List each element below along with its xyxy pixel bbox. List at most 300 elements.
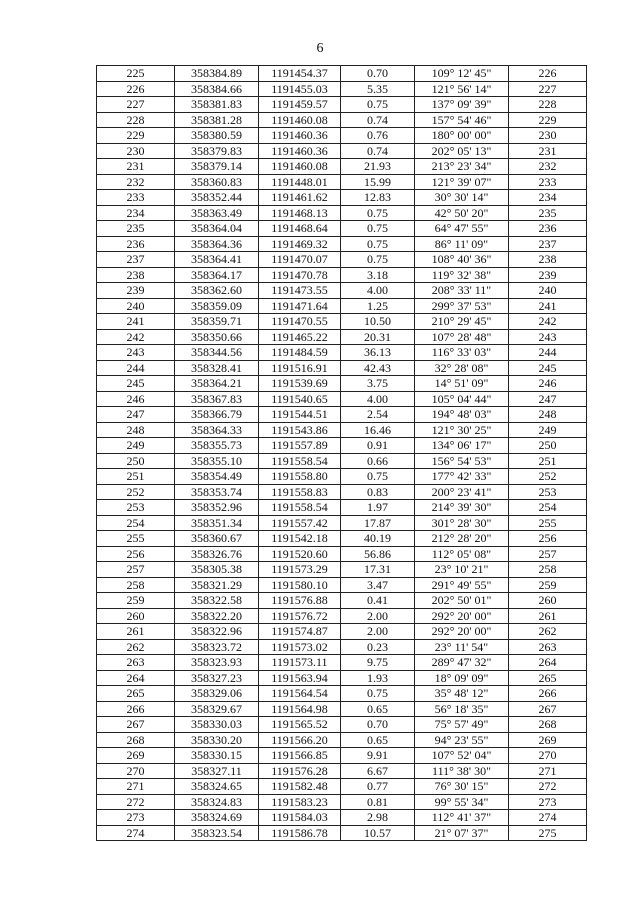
cell-bearing: 134° 06' 17": [415, 438, 509, 454]
cell-bearing: 21° 07' 37": [415, 825, 509, 841]
cell-point-number: 229: [97, 128, 175, 144]
cell-y-coordinate: 1191516.91: [259, 360, 341, 376]
cell-x-coordinate: 358329.06: [175, 686, 259, 702]
cell-x-coordinate: 358359.71: [175, 314, 259, 330]
cell-point-number: 225: [97, 66, 175, 82]
table-row: [97, 81, 587, 97]
cell-x-coordinate: 358379.83: [175, 143, 259, 159]
cell-point-number: 237: [97, 252, 175, 268]
cell-next-point-number: 248: [509, 407, 587, 423]
coordinates-table-body: [97, 66, 587, 841]
cell-next-point-number: 261: [509, 608, 587, 624]
cell-next-point-number: 229: [509, 112, 587, 128]
table-row: [97, 825, 587, 841]
cell-point-number: 247: [97, 407, 175, 423]
cell-next-point-number: 272: [509, 779, 587, 795]
cell-bearing: 291° 49' 55": [415, 577, 509, 593]
cell-bearing: 18° 09' 09": [415, 670, 509, 686]
cell-distance: 3.47: [341, 577, 415, 593]
cell-distance: 5.35: [341, 81, 415, 97]
cell-point-number: 250: [97, 453, 175, 469]
cell-y-coordinate: 1191454.37: [259, 66, 341, 82]
cell-x-coordinate: 358353.74: [175, 484, 259, 500]
table-row: [97, 531, 587, 547]
cell-y-coordinate: 1191484.59: [259, 345, 341, 361]
cell-distance: 12.83: [341, 190, 415, 206]
cell-x-coordinate: 358329.67: [175, 701, 259, 717]
cell-x-coordinate: 358323.54: [175, 825, 259, 841]
cell-bearing: 292° 20' 00": [415, 608, 509, 624]
cell-distance: 0.74: [341, 112, 415, 128]
cell-bearing: 112° 05' 08": [415, 546, 509, 562]
cell-bearing: 292° 20' 00": [415, 624, 509, 640]
cell-point-number: 274: [97, 825, 175, 841]
cell-point-number: 233: [97, 190, 175, 206]
cell-x-coordinate: 358359.09: [175, 298, 259, 314]
cell-y-coordinate: 1191558.80: [259, 469, 341, 485]
cell-next-point-number: 259: [509, 577, 587, 593]
cell-next-point-number: 252: [509, 469, 587, 485]
cell-point-number: 243: [97, 345, 175, 361]
cell-point-number: 252: [97, 484, 175, 500]
cell-next-point-number: 239: [509, 267, 587, 283]
cell-distance: 0.75: [341, 97, 415, 113]
cell-bearing: 210° 29' 45": [415, 314, 509, 330]
cell-y-coordinate: 1191586.78: [259, 825, 341, 841]
cell-y-coordinate: 1191544.51: [259, 407, 341, 423]
cell-point-number: 270: [97, 763, 175, 779]
cell-x-coordinate: 358350.66: [175, 329, 259, 345]
cell-distance: 17.87: [341, 515, 415, 531]
cell-y-coordinate: 1191539.69: [259, 376, 341, 392]
cell-x-coordinate: 358322.96: [175, 624, 259, 640]
table-row: [97, 190, 587, 206]
cell-x-coordinate: 358364.33: [175, 422, 259, 438]
table-row: [97, 205, 587, 221]
cell-y-coordinate: 1191459.57: [259, 97, 341, 113]
cell-point-number: 272: [97, 794, 175, 810]
cell-point-number: 268: [97, 732, 175, 748]
table-row: [97, 748, 587, 764]
cell-next-point-number: 256: [509, 531, 587, 547]
cell-x-coordinate: 358367.83: [175, 391, 259, 407]
cell-point-number: 236: [97, 236, 175, 252]
cell-point-number: 273: [97, 810, 175, 826]
table-row: [97, 562, 587, 578]
cell-y-coordinate: 1191583.23: [259, 794, 341, 810]
cell-point-number: 241: [97, 314, 175, 330]
cell-next-point-number: 266: [509, 686, 587, 702]
cell-next-point-number: 226: [509, 66, 587, 82]
cell-next-point-number: 257: [509, 546, 587, 562]
cell-y-coordinate: 1191470.55: [259, 314, 341, 330]
cell-next-point-number: 263: [509, 639, 587, 655]
cell-bearing: 23° 10' 21": [415, 562, 509, 578]
cell-point-number: 263: [97, 655, 175, 671]
cell-bearing: 35° 48' 12": [415, 686, 509, 702]
cell-bearing: 119° 32' 38": [415, 267, 509, 283]
cell-bearing: 23° 11' 54": [415, 639, 509, 655]
cell-bearing: 121° 30' 25": [415, 422, 509, 438]
cell-distance: 2.98: [341, 810, 415, 826]
cell-next-point-number: 241: [509, 298, 587, 314]
cell-distance: 1.97: [341, 500, 415, 516]
cell-next-point-number: 233: [509, 174, 587, 190]
cell-next-point-number: 260: [509, 593, 587, 609]
cell-next-point-number: 262: [509, 624, 587, 640]
cell-x-coordinate: 358352.44: [175, 190, 259, 206]
cell-distance: 3.75: [341, 376, 415, 392]
cell-next-point-number: 249: [509, 422, 587, 438]
cell-bearing: 108° 40' 36": [415, 252, 509, 268]
table-row: [97, 686, 587, 702]
cell-bearing: 299° 37' 53": [415, 298, 509, 314]
cell-distance: 3.18: [341, 267, 415, 283]
cell-bearing: 86° 11' 09": [415, 236, 509, 252]
cell-point-number: 267: [97, 717, 175, 733]
cell-next-point-number: 270: [509, 748, 587, 764]
cell-bearing: 105° 04' 44": [415, 391, 509, 407]
cell-y-coordinate: 1191576.28: [259, 763, 341, 779]
cell-point-number: 244: [97, 360, 175, 376]
cell-next-point-number: 227: [509, 81, 587, 97]
cell-point-number: 271: [97, 779, 175, 795]
table-row: [97, 515, 587, 531]
cell-distance: 15.99: [341, 174, 415, 190]
cell-bearing: 289° 47' 32": [415, 655, 509, 671]
cell-bearing: 213° 23' 34": [415, 159, 509, 175]
cell-point-number: 231: [97, 159, 175, 175]
table-row: [97, 500, 587, 516]
cell-x-coordinate: 358384.89: [175, 66, 259, 82]
table-row: [97, 174, 587, 190]
cell-x-coordinate: 358326.76: [175, 546, 259, 562]
cell-y-coordinate: 1191460.08: [259, 159, 341, 175]
cell-distance: 0.75: [341, 252, 415, 268]
cell-x-coordinate: 358380.59: [175, 128, 259, 144]
table-row: [97, 639, 587, 655]
cell-point-number: 240: [97, 298, 175, 314]
cell-x-coordinate: 358362.60: [175, 283, 259, 299]
cell-distance: 0.75: [341, 221, 415, 237]
cell-bearing: 107° 52' 04": [415, 748, 509, 764]
cell-point-number: 230: [97, 143, 175, 159]
cell-bearing: 116° 33' 03": [415, 345, 509, 361]
cell-bearing: 208° 33' 11": [415, 283, 509, 299]
table-row: [97, 763, 587, 779]
coordinates-table: [96, 65, 587, 841]
cell-bearing: 194° 48' 03": [415, 407, 509, 423]
table-row: [97, 422, 587, 438]
cell-next-point-number: 237: [509, 236, 587, 252]
cell-point-number: 235: [97, 221, 175, 237]
cell-distance: 2.00: [341, 608, 415, 624]
cell-distance: 2.54: [341, 407, 415, 423]
cell-point-number: 251: [97, 469, 175, 485]
table-row: [97, 143, 587, 159]
cell-x-coordinate: 358364.41: [175, 252, 259, 268]
cell-y-coordinate: 1191565.52: [259, 717, 341, 733]
cell-y-coordinate: 1191584.03: [259, 810, 341, 826]
table-row: [97, 360, 587, 376]
table-row: [97, 810, 587, 826]
cell-next-point-number: 275: [509, 825, 587, 841]
table-row: [97, 701, 587, 717]
cell-x-coordinate: 358354.49: [175, 469, 259, 485]
cell-y-coordinate: 1191469.32: [259, 236, 341, 252]
cell-y-coordinate: 1191566.85: [259, 748, 341, 764]
cell-next-point-number: 232: [509, 159, 587, 175]
cell-x-coordinate: 358324.69: [175, 810, 259, 826]
cell-bearing: 137° 09' 39": [415, 97, 509, 113]
table-row: [97, 345, 587, 361]
cell-point-number: 261: [97, 624, 175, 640]
cell-next-point-number: 269: [509, 732, 587, 748]
cell-y-coordinate: 1191542.18: [259, 531, 341, 547]
table-row: [97, 159, 587, 175]
cell-x-coordinate: 358364.17: [175, 267, 259, 283]
table-row: [97, 376, 587, 392]
table-row: [97, 97, 587, 113]
cell-bearing: 56° 18' 35": [415, 701, 509, 717]
table-row: [97, 624, 587, 640]
cell-y-coordinate: 1191573.02: [259, 639, 341, 655]
cell-point-number: 239: [97, 283, 175, 299]
cell-y-coordinate: 1191573.11: [259, 655, 341, 671]
cell-x-coordinate: 358328.41: [175, 360, 259, 376]
cell-point-number: 259: [97, 593, 175, 609]
cell-bearing: 109° 12' 45": [415, 66, 509, 82]
cell-y-coordinate: 1191465.22: [259, 329, 341, 345]
cell-distance: 0.41: [341, 593, 415, 609]
cell-point-number: 234: [97, 205, 175, 221]
table-row: [97, 407, 587, 423]
cell-y-coordinate: 1191448.01: [259, 174, 341, 190]
cell-bearing: 111° 38' 30": [415, 763, 509, 779]
cell-x-coordinate: 358364.04: [175, 221, 259, 237]
cell-next-point-number: 244: [509, 345, 587, 361]
table-row: [97, 267, 587, 283]
table-row: [97, 236, 587, 252]
cell-point-number: 232: [97, 174, 175, 190]
cell-distance: 0.65: [341, 701, 415, 717]
cell-x-coordinate: 358324.65: [175, 779, 259, 795]
cell-x-coordinate: 358363.49: [175, 205, 259, 221]
cell-x-coordinate: 358384.66: [175, 81, 259, 97]
table-row: [97, 391, 587, 407]
cell-point-number: 266: [97, 701, 175, 717]
cell-next-point-number: 245: [509, 360, 587, 376]
table-row: [97, 484, 587, 500]
cell-bearing: 99° 55' 34": [415, 794, 509, 810]
table-row: [97, 252, 587, 268]
cell-distance: 0.83: [341, 484, 415, 500]
cell-next-point-number: 264: [509, 655, 587, 671]
cell-point-number: 255: [97, 531, 175, 547]
cell-point-number: 246: [97, 391, 175, 407]
cell-point-number: 264: [97, 670, 175, 686]
cell-x-coordinate: 358330.03: [175, 717, 259, 733]
table-row: [97, 438, 587, 454]
cell-next-point-number: 231: [509, 143, 587, 159]
cell-x-coordinate: 358381.28: [175, 112, 259, 128]
cell-x-coordinate: 358364.21: [175, 376, 259, 392]
table-row: [97, 112, 587, 128]
cell-point-number: 227: [97, 97, 175, 113]
cell-next-point-number: 234: [509, 190, 587, 206]
cell-next-point-number: 228: [509, 97, 587, 113]
cell-point-number: 245: [97, 376, 175, 392]
cell-distance: 0.70: [341, 66, 415, 82]
cell-point-number: 256: [97, 546, 175, 562]
cell-bearing: 177° 42' 33": [415, 469, 509, 485]
cell-point-number: 257: [97, 562, 175, 578]
cell-distance: 0.81: [341, 794, 415, 810]
table-row: [97, 608, 587, 624]
cell-bearing: 42° 50' 20": [415, 205, 509, 221]
cell-x-coordinate: 358327.23: [175, 670, 259, 686]
cell-bearing: 64° 47' 55": [415, 221, 509, 237]
cell-next-point-number: 243: [509, 329, 587, 345]
cell-next-point-number: 236: [509, 221, 587, 237]
cell-distance: 36.13: [341, 345, 415, 361]
cell-distance: 0.77: [341, 779, 415, 795]
cell-y-coordinate: 1191557.42: [259, 515, 341, 531]
cell-distance: 0.76: [341, 128, 415, 144]
cell-next-point-number: 268: [509, 717, 587, 733]
cell-bearing: 214° 39' 30": [415, 500, 509, 516]
cell-distance: 0.75: [341, 469, 415, 485]
table-row: [97, 314, 587, 330]
cell-distance: 2.00: [341, 624, 415, 640]
cell-next-point-number: 274: [509, 810, 587, 826]
table-row: [97, 717, 587, 733]
cell-x-coordinate: 358344.56: [175, 345, 259, 361]
cell-distance: 1.25: [341, 298, 415, 314]
page-number: 6: [316, 41, 324, 56]
cell-y-coordinate: 1191468.64: [259, 221, 341, 237]
cell-next-point-number: 251: [509, 453, 587, 469]
cell-x-coordinate: 358379.14: [175, 159, 259, 175]
table-row: [97, 593, 587, 609]
cell-bearing: 156° 54' 53": [415, 453, 509, 469]
cell-point-number: 249: [97, 438, 175, 454]
table-row: [97, 283, 587, 299]
cell-distance: 10.50: [341, 314, 415, 330]
cell-bearing: 202° 05' 13": [415, 143, 509, 159]
cell-point-number: 265: [97, 686, 175, 702]
cell-point-number: 238: [97, 267, 175, 283]
cell-y-coordinate: 1191563.94: [259, 670, 341, 686]
cell-distance: 0.75: [341, 236, 415, 252]
cell-next-point-number: 247: [509, 391, 587, 407]
cell-y-coordinate: 1191473.55: [259, 283, 341, 299]
cell-next-point-number: 265: [509, 670, 587, 686]
cell-y-coordinate: 1191576.72: [259, 608, 341, 624]
cell-bearing: 157° 54' 46": [415, 112, 509, 128]
cell-point-number: 248: [97, 422, 175, 438]
cell-y-coordinate: 1191558.54: [259, 500, 341, 516]
cell-x-coordinate: 358366.79: [175, 407, 259, 423]
cell-x-coordinate: 358327.11: [175, 763, 259, 779]
cell-x-coordinate: 358360.67: [175, 531, 259, 547]
cell-y-coordinate: 1191543.86: [259, 422, 341, 438]
cell-next-point-number: 242: [509, 314, 587, 330]
cell-y-coordinate: 1191566.20: [259, 732, 341, 748]
table-row: [97, 655, 587, 671]
cell-next-point-number: 258: [509, 562, 587, 578]
cell-distance: 16.46: [341, 422, 415, 438]
cell-bearing: 121° 56' 14": [415, 81, 509, 97]
cell-y-coordinate: 1191564.98: [259, 701, 341, 717]
cell-x-coordinate: 358355.73: [175, 438, 259, 454]
cell-x-coordinate: 358381.83: [175, 97, 259, 113]
cell-x-coordinate: 358322.58: [175, 593, 259, 609]
cell-next-point-number: 254: [509, 500, 587, 516]
cell-x-coordinate: 358364.36: [175, 236, 259, 252]
cell-distance: 0.75: [341, 205, 415, 221]
cell-bearing: 121° 39' 07": [415, 174, 509, 190]
cell-distance: 20.31: [341, 329, 415, 345]
cell-x-coordinate: 358352.96: [175, 500, 259, 516]
cell-x-coordinate: 358351.34: [175, 515, 259, 531]
cell-distance: 0.91: [341, 438, 415, 454]
cell-y-coordinate: 1191470.07: [259, 252, 341, 268]
cell-y-coordinate: 1191455.03: [259, 81, 341, 97]
cell-bearing: 202° 50' 01": [415, 593, 509, 609]
cell-y-coordinate: 1191460.36: [259, 143, 341, 159]
cell-bearing: 301° 28' 30": [415, 515, 509, 531]
cell-point-number: 228: [97, 112, 175, 128]
cell-distance: 0.75: [341, 686, 415, 702]
cell-distance: 0.65: [341, 732, 415, 748]
cell-y-coordinate: 1191460.36: [259, 128, 341, 144]
cell-next-point-number: 235: [509, 205, 587, 221]
cell-bearing: 30° 30' 14": [415, 190, 509, 206]
table-row: [97, 670, 587, 686]
cell-point-number: 258: [97, 577, 175, 593]
cell-distance: 21.93: [341, 159, 415, 175]
cell-x-coordinate: 358305.38: [175, 562, 259, 578]
table-row: [97, 794, 587, 810]
cell-x-coordinate: 358321.29: [175, 577, 259, 593]
cell-distance: 0.70: [341, 717, 415, 733]
cell-distance: 42.43: [341, 360, 415, 376]
cell-distance: 40.19: [341, 531, 415, 547]
cell-y-coordinate: 1191557.89: [259, 438, 341, 454]
cell-x-coordinate: 358323.93: [175, 655, 259, 671]
cell-next-point-number: 240: [509, 283, 587, 299]
cell-point-number: 269: [97, 748, 175, 764]
cell-y-coordinate: 1191580.10: [259, 577, 341, 593]
table-row: [97, 546, 587, 562]
cell-y-coordinate: 1191582.48: [259, 779, 341, 795]
cell-x-coordinate: 358360.83: [175, 174, 259, 190]
cell-distance: 10.57: [341, 825, 415, 841]
cell-bearing: 112° 41' 37": [415, 810, 509, 826]
table-row: [97, 577, 587, 593]
cell-x-coordinate: 358355.10: [175, 453, 259, 469]
cell-distance: 4.00: [341, 391, 415, 407]
cell-next-point-number: 230: [509, 128, 587, 144]
cell-next-point-number: 246: [509, 376, 587, 392]
cell-distance: 9.91: [341, 748, 415, 764]
cell-x-coordinate: 358330.20: [175, 732, 259, 748]
cell-bearing: 76° 30' 15": [415, 779, 509, 795]
cell-y-coordinate: 1191573.29: [259, 562, 341, 578]
cell-bearing: 212° 28' 20": [415, 531, 509, 547]
cell-y-coordinate: 1191574.87: [259, 624, 341, 640]
